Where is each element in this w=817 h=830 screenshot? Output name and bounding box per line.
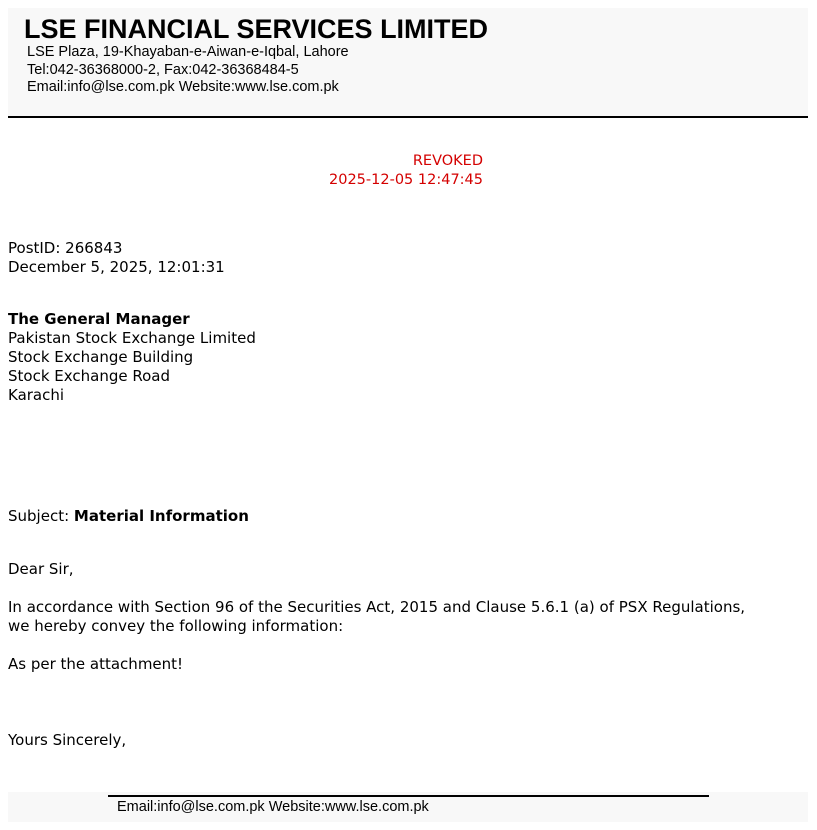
company-address: LSE Plaza, 19-Khayaban-e-Aiwan-e-Iqbal, Lahore	[27, 44, 349, 60]
status-label: REVOKED	[412, 153, 483, 169]
recipient-line: Stock Exchange Road	[8, 367, 170, 385]
letterhead	[8, 8, 808, 116]
company-email-website: Email:info@lse.com.pk Website:www.lse.com.pk	[27, 79, 339, 95]
post-id: PostID: 266843	[8, 239, 123, 257]
header-divider	[8, 116, 808, 118]
attachment-note: As per the attachment!	[8, 655, 184, 673]
subject-text: Material Information	[73, 507, 249, 525]
footer-divider	[108, 795, 709, 797]
subject-label: Subject:	[8, 507, 70, 525]
salutation: Dear Sir,	[8, 560, 74, 578]
recipient-line: Pakistan Stock Exchange Limited	[8, 329, 256, 347]
footer-email-website: Email:info@lse.com.pk Website:www.lse.com.pk	[117, 799, 429, 815]
status-timestamp: 2025-12-05 12:47:45	[329, 172, 483, 188]
recipient-line: Karachi	[8, 386, 65, 404]
letter-paragraph-line: we hereby convey the following information:	[8, 617, 344, 635]
recipient-title: The General Manager	[8, 310, 190, 328]
subject-line	[8, 507, 249, 526]
company-name: LSE FINANCIAL SERVICES LIMITED	[24, 14, 489, 44]
recipient-line: Stock Exchange Building	[8, 348, 194, 366]
company-phone-fax: Tel:042-36368000-2, Fax:042-36368484-5	[27, 62, 299, 78]
closing: Yours Sincerely,	[8, 731, 127, 749]
post-date: December 5, 2025, 12:01:31	[8, 258, 225, 276]
letter-paragraph-line: In accordance with Section 96 of the Securities Act, 2015 and Clause 5.6.1 (a) of PSX Regulations,	[8, 598, 746, 616]
